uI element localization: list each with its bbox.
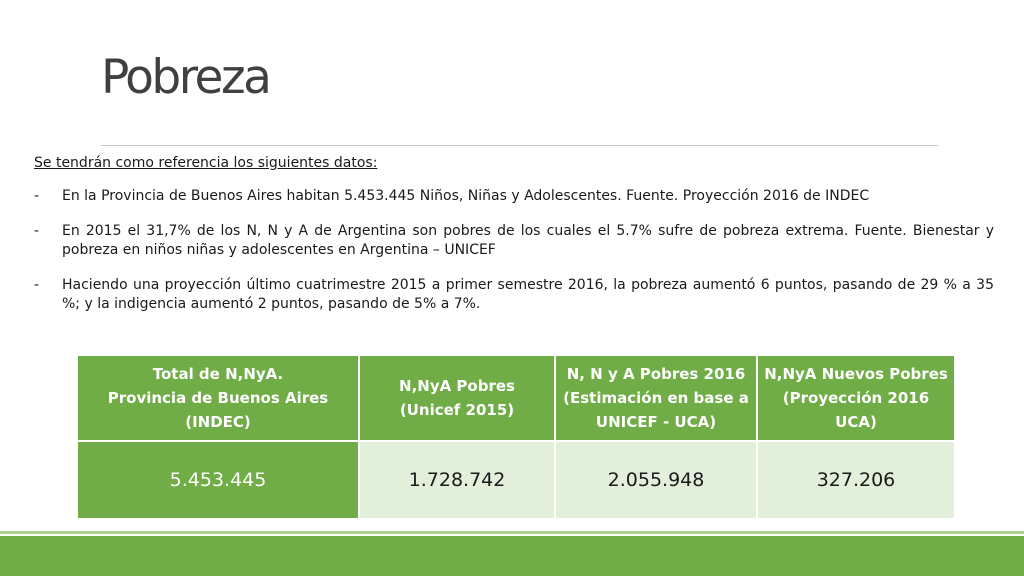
header-pobres-2016 [555, 355, 757, 441]
header-line: N,NyA Pobres [399, 377, 515, 395]
header-nnya-pobres [359, 355, 555, 441]
header-line: (Unicef 2015) [399, 401, 515, 419]
header-nuevos-pobres [757, 355, 955, 441]
header-line: (Estimación en base a UNICEF - UCA) [563, 389, 749, 431]
bullet-text: En la Provincia de Buenos Aires habitan 5.453.445 Niños, Niñas y Adolescentes. Fuente. Proyección 2016 de INDEC [62, 188, 870, 204]
bullet-dash: - [34, 188, 40, 204]
header-total-nnya [77, 355, 359, 441]
header-line: (Proyección 2016 UCA) [782, 389, 930, 431]
bullet-item [34, 276, 994, 314]
table-row [77, 441, 955, 519]
header-line: N,NyA Nuevos Pobres [764, 365, 948, 383]
header-line: Total de N,NyA. [152, 365, 284, 383]
data-table [76, 354, 956, 520]
cell-nnya-pobres: 1.728.742 [359, 441, 555, 519]
bullet-item [34, 187, 994, 206]
footer-bar [0, 536, 1024, 576]
table-header-row [77, 355, 955, 441]
cell-nuevos-pobres: 327.206 [757, 441, 955, 519]
cell-pobres-2016: 2.055.948 [555, 441, 757, 519]
bullet-text: En 2015 el 31,7% de los N, N y A de Argentina son pobres de los cuales el 5.7% sufre de pobreza extrema. Fuente. Bienestar y pobreza en niños niñas y adolescentes en Argentina – UNICEF [62, 223, 994, 258]
footer-accent-line [0, 531, 1024, 534]
title-divider [101, 145, 938, 146]
slide-title: Pobreza [101, 50, 270, 105]
bullet-item [34, 222, 994, 260]
header-line: Provincia de Buenos Aires (INDEC) [107, 389, 329, 431]
header-line: N, N y A Pobres 2016 [566, 365, 746, 383]
bullet-dash: - [34, 223, 40, 239]
cell-total-nnya: 5.453.445 [77, 441, 359, 519]
bullet-text: Haciendo una proyección último cuatrimestre 2015 a primer semestre 2016, la pobreza aumentó 6 puntos, pasando de 29 % a 35 %; y la indigencia aumentó 2 puntos, pasando de 5% a 7%. [62, 277, 994, 312]
slide-body [34, 154, 994, 330]
bullet-dash: - [34, 277, 40, 293]
intro-text: Se tendrán como referencia los siguientes datos: [34, 155, 378, 171]
